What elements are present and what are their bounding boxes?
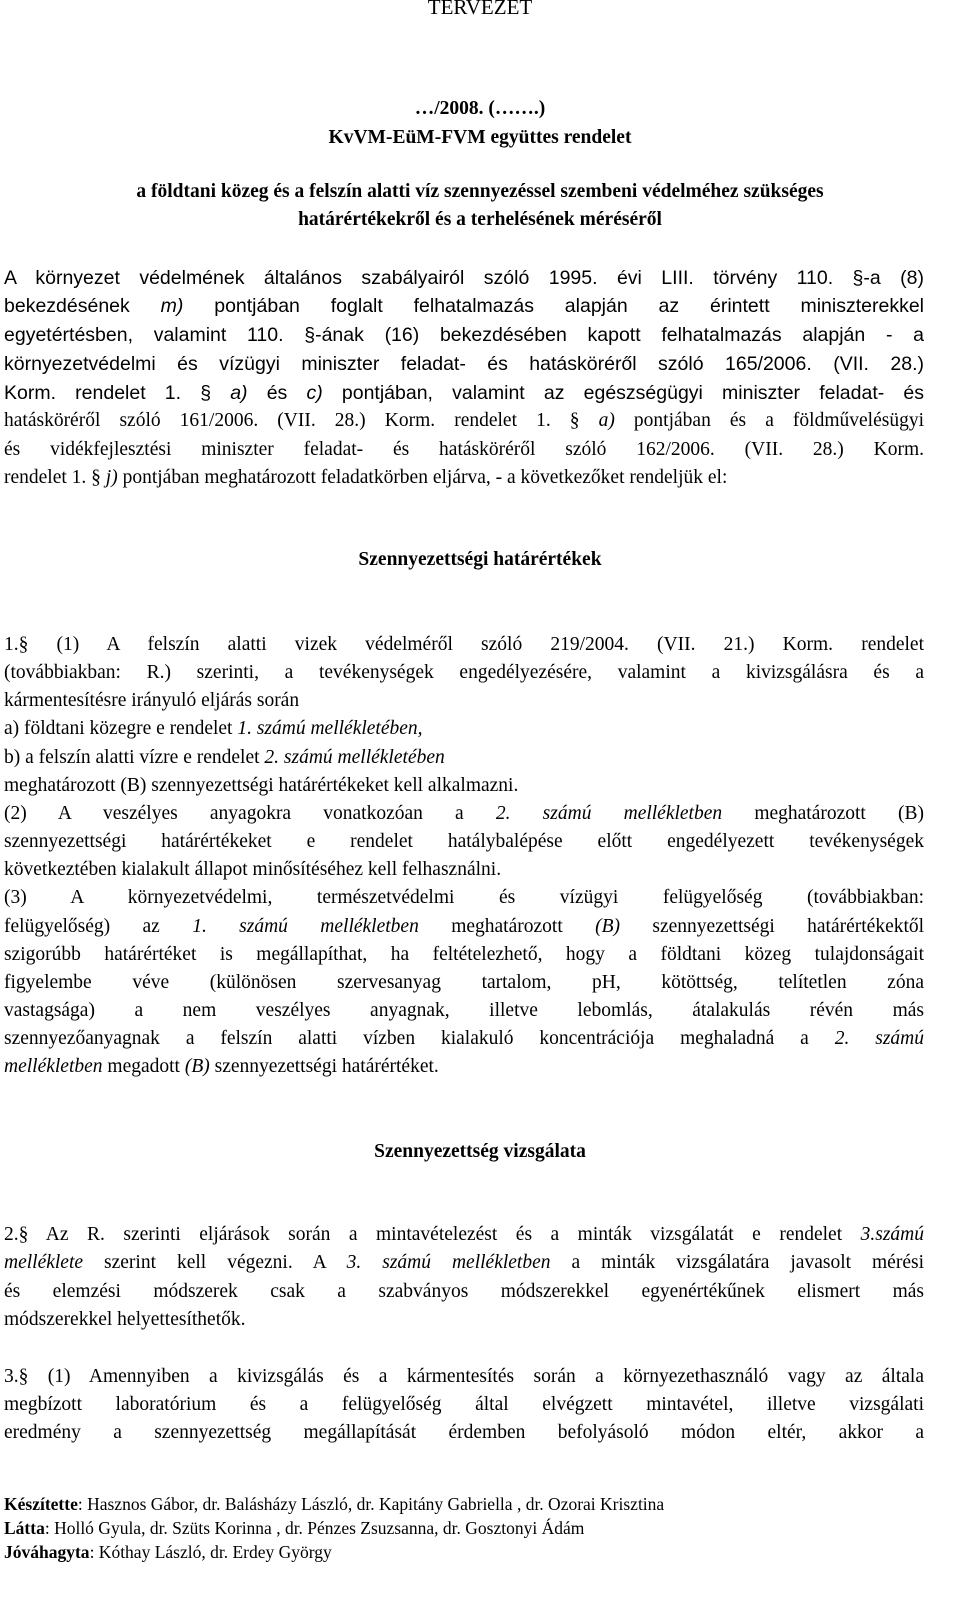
paragraph-line: eredmény a szennyezettség megállapítását érdemben befolyásoló módon eltér, akkor a: [4, 1422, 924, 1443]
preamble-line: hatásköréről szóló 161/2006. (VII. 28.) Korm. rendelet 1. § a) pontjában és a földművelésügyi: [4, 410, 924, 431]
preamble-line: környezetvédelmi és vízügyi miniszter feladat- és hatásköréről szóló 165/2006. (VII. 28.): [4, 353, 924, 375]
preamble-line: A környezet védelmének általános szabályairól szóló 1995. évi LIII. törvény 110. §-a (8): [4, 267, 924, 289]
regulation-type: KvVM-EüM-FVM együttes rendelet: [328, 127, 632, 148]
footer-reviewed-by: Látta: Holló Gyula, dr. Szüts Korinna , dr. Pénzes Zsuzsanna, dr. Gosztonyi Ádám: [4, 1518, 585, 1538]
paragraph-line: módszerekkel helyettesíthetők.: [4, 1309, 246, 1330]
preamble-line: bekezdésének m) pontjában foglalt felhatalmazás alapján az érintett miniszterekkel: [4, 295, 924, 317]
paragraph-line: 1.§ (1) A felszín alatti vizek védelméről szóló 219/2004. (VII. 21.) Korm. rendelet: [4, 634, 924, 655]
footer-approved-by: Jóváhagyta: Kóthay László, dr. Erdey György: [4, 1542, 332, 1562]
paragraph-line: és elemzési módszerek csak a szabványos módszerekkel egyenértékűnek elismert más: [4, 1281, 924, 1302]
paragraph-line: b) a felszín alatti vízre e rendelet 2. számú mellékletében: [4, 747, 445, 768]
paragraph-line: 3.§ (1) Amennyiben a kivizsgálás és a kármentesítés során a környezethasználó vagy az általa: [4, 1366, 924, 1387]
paragraph-line: (továbbiakban: R.) szerinti, a tevékenységek engedélyezésére, valamint a kivizsgálásra és a: [4, 662, 924, 683]
draft-label: TERVEZET: [427, 0, 533, 19]
paragraph-line: felügyelőség) az 1. számú mellékletben meghatározott (B) szennyezettségi határértékektől: [4, 916, 925, 937]
paragraph-line: a) földtani közegre e rendelet 1. számú mellékletében,: [4, 718, 423, 739]
paragraph-line: figyelembe véve (különösen szervesanyag tartalom, pH, kötöttség, telítetlen zóna: [4, 972, 924, 993]
paragraph-line: meghatározott (B) szennyezettségi határértékeket kell alkalmazni.: [4, 775, 519, 796]
paragraph-line: (3) A környezetvédelmi, természetvédelmi és vízügyi felügyelőség (továbbiakban:: [4, 887, 924, 908]
regulation-number: …/2008. (…….): [414, 98, 546, 119]
preamble-line: rendelet 1. § j) pontjában meghatározott feladatkörben eljárva, - a következőket rendeljük el:: [4, 467, 728, 488]
section-heading-testing: Szennyezettség vizsgálata: [374, 1141, 586, 1162]
regulation-title-line-1: a földtani közeg és a felszín alatti víz szennyezéssel szembeni védelméhez szükséges: [136, 181, 824, 202]
paragraph-line: 2.§ Az R. szerinti eljárások során a mintavételezést és a minták vizsgálatát e rendelet 3.számú: [4, 1224, 925, 1245]
paragraph-line: szennyezettségi határértékeket e rendelet hatálybalépése előtt engedélyezett tevékenységek: [4, 831, 924, 852]
paragraph-line: kármentesítésre irányuló eljárás során: [4, 690, 300, 711]
preamble-line: egyetértésben, valamint 110. §-ának (16) bekezdésében kapott felhatalmazás alapján - a: [4, 324, 924, 346]
regulation-title-line-2: határértékekről és a terhelésének méréséről: [298, 209, 662, 230]
section-heading-limits: Szennyezettségi határértékek: [358, 549, 602, 570]
preamble-line: Korm. rendelet 1. § a) és c) pontjában, valamint az egészségügyi miniszter feladat- és: [4, 382, 924, 404]
paragraph-line: melléklete szerint kell végezni. A 3. számú mellékletben a minták vizsgálatára javasolt mérési: [4, 1252, 924, 1273]
footer-prepared-by: Készítette: Hasznos Gábor, dr. Balásházy László, dr. Kapitány Gabriella , dr. Ozorai Krisztina: [4, 1494, 665, 1514]
paragraph-line: megbízott laboratórium és a felügyelőség által elvégzett mintavétel, illetve vizsgálati: [4, 1394, 924, 1415]
paragraph-line: szigorúbb határértéket is megállapíthat, ha feltételezhető, hogy a földtani közeg tulajdonságait: [4, 944, 924, 965]
paragraph-line: szennyezőanyagnak a felszín alatti vízben kialakuló koncentrációja meghaladná a 2. számú: [4, 1028, 924, 1049]
paragraph-line: (2) A veszélyes anyagokra vonatkozóan a 2. számú mellékletben meghatározott (B): [4, 803, 925, 824]
paragraph-line: következtében kialakult állapot minősítéséhez kell felhasználni.: [4, 859, 502, 880]
paragraph-line: mellékletben megadott (B) szennyezettségi határértéket.: [4, 1056, 439, 1077]
paragraph-line: vastagsága) a nem veszélyes anyagnak, illetve lebomlás, átalakulás révén más: [4, 1000, 924, 1021]
preamble-line: és vidékfejlesztési miniszter feladat- és hatásköréről szóló 162/2006. (VII. 28.) Korm.: [4, 439, 924, 460]
